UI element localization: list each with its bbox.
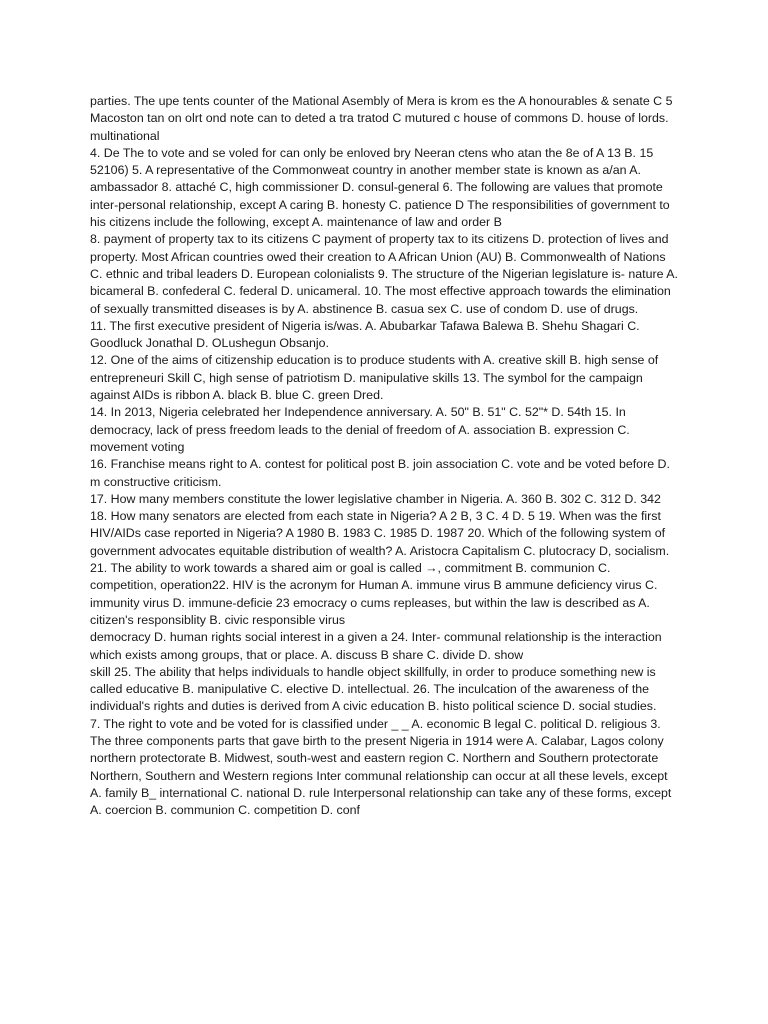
paragraph: democracy D. human rights social interest in a given a 24. Inter- communal relationship is the interaction which exists among groups, that or place. A. discuss B share C. divide D. show [90, 630, 662, 662]
document-body [90, 93, 680, 819]
paragraph: 7. The right to vote and be voted for is classified under _ _ A. economic B legal C. political D. religious 3. The three components parts that gave birth to the present Nigeria in 1914 were A. Calabar, Lagos colony northern protectorate B. Midwest, south-west and eastern region C. Northern and Southern protectorate Northern, Southern and Western regions Inter communal relationship can occur at all these levels, except A. family B_ international C. national D. rule Interpersonal relationship can take any of these forms, except A. coercion B. communion C. competition D. conf [90, 716, 672, 818]
paragraph: 14. In 2013, Nigeria celebrated her Independence anniversary. A. 50" B. 51" C. 52"* D. 54th 15. In democracy, lack of press freedom leads to the denial of freedom of A. association B. expression C. movement voting [90, 405, 630, 454]
paragraph: parties. The upe tents counter of the Mational Asembly of Mera is krom es the A honourables & senate C 5 Macoston tan on olrt ond note can to deted a tra tratod C mutured c house of commons D. house of lords. [90, 94, 673, 126]
paragraph: skill 25. The ability that helps individuals to handle object skillfully, in order to produce something new is called educative B. manipulative C. elective D. intellectual. 26. The inculcation of the awareness of the individual's rights and duties is derived from A civic education B. histo political science D. social studies. [90, 664, 657, 714]
paragraph: multinational [90, 128, 160, 143]
paragraph: 17. How many members constitute the lower legislative chamber in Nigeria. A. 360 B. 302 C. 312 D. 342 18. How many senators are elected from each state in Nigeria? A 2 B, 3 C. 4 D. 5 19. When was the first HIV/AIDs case reported in Nigeria? A 1980 B. 1983 C. 1985 D. 1987 20. Which of the following system of government advocates equitable distribution of wealth? A. Aristocra Capitalism C. plutocracy D, socialism. 21. The ability to work towards a shared aim or goal is called →, commitment B. communion C. competition, operation22. HIV is the acronym for Human A. immune virus B ammune deficiency virus C. immunity virus D. immune-deficie 23 emocracy o cums repleases, but within the law is described as A. citizen's responsiblity B. civic responsible virus [90, 491, 670, 627]
paragraph: 16. Franchise means right to A. contest for political post B. join association C. vote and be voted before D. m constructive criticism. [90, 457, 670, 489]
paragraph: 11. The first executive president of Nigeria is/was. A. Abubarkar Tafawa Balewa B. Shehu Shagari C. Goodluck Jonathal D. OLushegun Obsanjo. [90, 318, 640, 351]
paragraph: 4. De The to vote and se voled for can only be enloved bry Neeran ctens who atan the 8e of A 13 B. 15 52106) 5. A representative of the Commonweat country in another member state is known as a/an A. ambassador 8. attaché C, high commissioner D. consul-general 6. The following are values that promote inter-personal relationship, except A caring B. honesty C. patience D The responsibilities of government to his citizens include the following, except A. maintenance of law and order B [90, 145, 670, 230]
paragraph: 8. payment of property tax to its citizens C payment of property tax to its citizens D. protection of lives and property. Most African countries owed their creation to A African Union (AU) B. Commonwealth of Nations C. ethnic and tribal leaders D. European colonialists 9. The structure of the Nigerian legislature is- nature A. bicameral B. confederal C. federal D. unicameral. 10. The most effective approach towards the elimination of sexually transmitted diseases is by A. abstinence B. casua sex C. use of condom D. use of drugs. [90, 232, 678, 316]
paragraph: 12. One of the aims of citizenship education is to produce students with A. creative skill B. high sense of entrepreneuri Skill C, high sense of patriotism D. manipulative skills 13. The symbol for the campaign against AIDs is ribbon A. black B. blue C. green Dred. [90, 353, 659, 403]
